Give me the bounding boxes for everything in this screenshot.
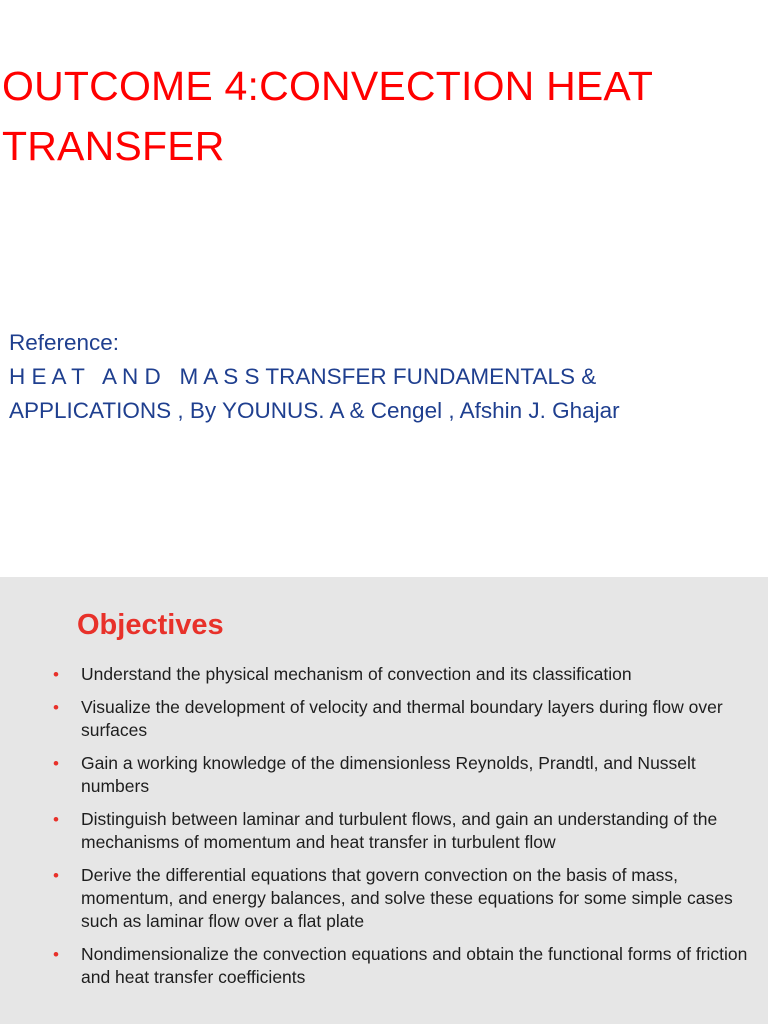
- slide-objectives: [0, 577, 768, 1024]
- list-item-text: Distinguish between laminar and turbulent flows, and gain an understanding of the mechanisms of momentum and heat transfer in turbulent flow: [81, 809, 718, 852]
- bullet-icon: •: [53, 945, 59, 964]
- list-item-text: Understand the physical mechanism of convection and its classification: [81, 664, 632, 684]
- reference-block: [9, 326, 759, 428]
- objectives-list: [0, 663, 768, 999]
- bullet-icon: •: [53, 866, 59, 885]
- list-item: [0, 696, 768, 742]
- reference-line-1: H E A T A N D M A S S TRANSFER FUNDAMENTALS &: [9, 364, 597, 389]
- list-item: [0, 808, 768, 854]
- list-item: [0, 663, 768, 686]
- slide-title-heading: OUTCOME 4:CONVECTION HEAT TRANSFER: [2, 63, 653, 169]
- list-item: [0, 864, 768, 933]
- objectives-heading: Objectives: [77, 609, 224, 641]
- bullet-icon: •: [53, 665, 59, 684]
- list-item: [0, 752, 768, 798]
- reference-label: Reference:: [9, 330, 120, 355]
- bullet-icon: •: [53, 698, 59, 717]
- bullet-icon: •: [53, 754, 59, 773]
- bullet-icon: •: [53, 810, 59, 829]
- list-item-text: Gain a working knowledge of the dimensionless Reynolds, Prandtl, and Nusselt numbers: [81, 753, 696, 796]
- list-item-text: Derive the differential equations that govern convection on the basis of mass, momentum, and energy balances, and solve these equations for some simple cases such as laminar flow over a flat plate: [81, 865, 733, 931]
- list-item-text: Visualize the development of velocity and thermal boundary layers during flow over surfaces: [81, 697, 723, 740]
- list-item-text: Nondimensionalize the convection equations and obtain the functional forms of friction and heat transfer coefficients: [81, 944, 748, 987]
- reference-line-2: APPLICATIONS , By YOUNUS. A & Cengel , Afshin J. Ghajar: [9, 398, 620, 423]
- list-item: [0, 943, 768, 989]
